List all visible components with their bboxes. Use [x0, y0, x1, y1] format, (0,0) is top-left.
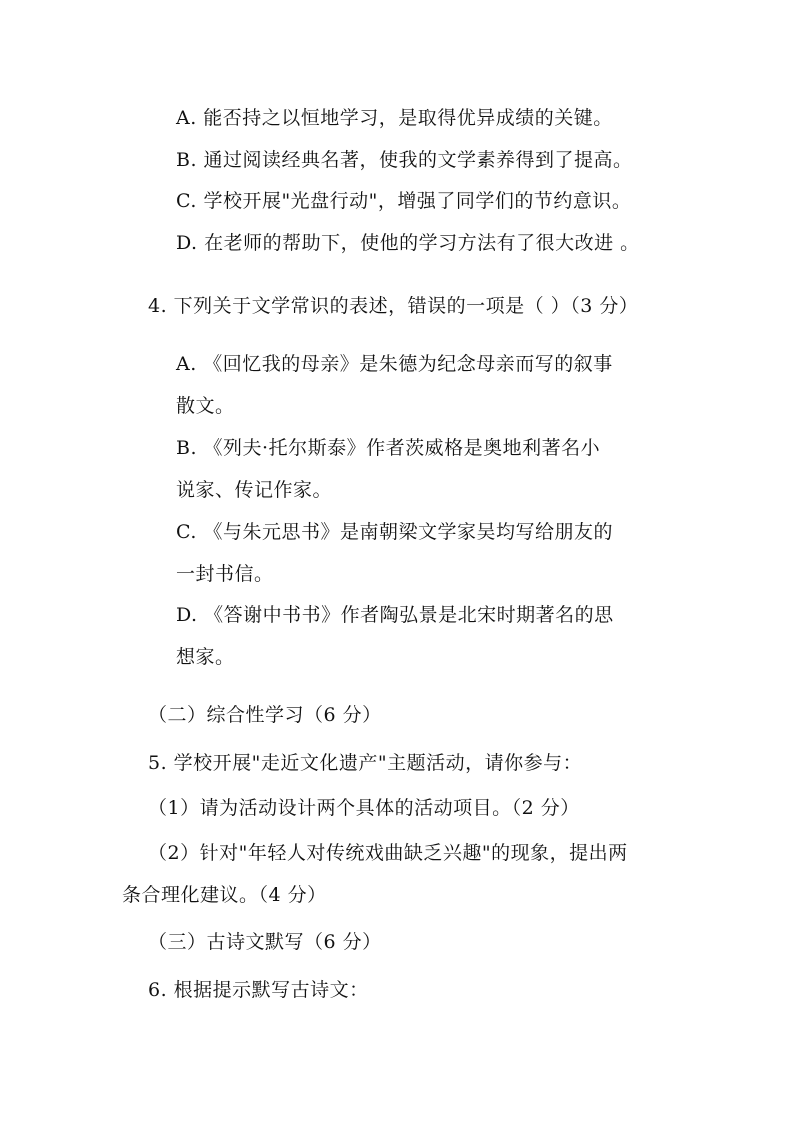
q5-sub2-line1: （2）针对"年轻人对传统戏曲缺乏兴趣"的现象，提出两 [148, 842, 628, 864]
q3-option-b: B. 通过阅读经典名著，使我的文学素养得到了提高。 [176, 149, 633, 171]
q6-stem: 6. 根据提示默写古诗文： [148, 979, 369, 1001]
q5-sub2-line2: 条合理化建议。（4 分） [122, 884, 327, 906]
section3-heading: （三）古诗文默写（6 分） [148, 931, 382, 953]
q4-option-d-line1: D. 《答谢中书书》作者陶弘景是北宋时期著名的思 [176, 604, 614, 626]
q3-option-a: A. 能否持之以恒地学习，是取得优异成绩的关键。 [176, 107, 613, 129]
q4-option-b-line1: B. 《列夫·托尔斯泰》作者茨威格是奥地利著名小 [176, 437, 601, 459]
q5-stem: 5. 学校开展"走近文化遗产"主题活动，请你参与： [148, 752, 583, 774]
q4-option-c-line2: 一封书信。 [176, 563, 274, 585]
q4-stem: 4. 下列关于文学常识的表述，错误的一项是（ ）（3 分） [148, 295, 639, 317]
q4-option-a-line1: A. 《回忆我的母亲》是朱德为纪念母亲而写的叙事 [176, 353, 613, 375]
q5-sub1: （1）请为活动设计两个具体的活动项目。（2 分） [148, 797, 580, 819]
q4-option-a-line2: 散文。 [176, 395, 235, 417]
q3-option-d: D. 在老师的帮助下，使他的学习方法有了很大改进 。 [176, 232, 640, 254]
q3-option-c: C. 学校开展"光盘行动"，增强了同学们的节约意识。 [176, 190, 632, 212]
q4-option-b-line2: 说家、传记作家。 [176, 479, 333, 501]
section2-heading: （二）综合性学习（6 分） [148, 704, 382, 726]
q4-option-d-line2: 想家。 [176, 646, 235, 668]
q4-option-c-line1: C. 《与朱元思书》是南朝梁文学家吴均写给朋友的 [176, 521, 613, 543]
